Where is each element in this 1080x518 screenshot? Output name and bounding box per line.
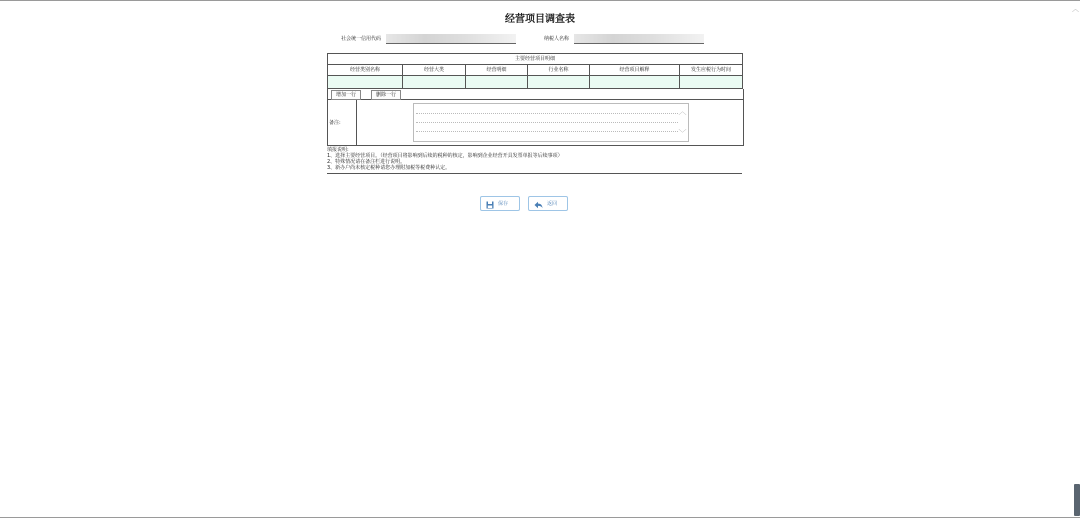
remark-section (327, 100, 744, 146)
item-explanation-cell[interactable] (590, 76, 680, 89)
instruction-line: 2、特殊情况请在备注栏进行说明。 (327, 159, 406, 165)
textarea-scrollbar[interactable] (678, 104, 687, 141)
instruction-line: 3、新办户尚未核定税种请您办理附加税等税费种认定。 (327, 165, 451, 171)
back-button[interactable] (528, 196, 568, 211)
textarea-rule (416, 131, 678, 132)
credit-code-row (341, 33, 516, 45)
column-header: 经营项目解释 (590, 65, 680, 76)
taxable-time-cell[interactable] (680, 76, 743, 89)
column-header: 行业名称 (528, 65, 590, 76)
chevron-down-icon[interactable]: ﹀ (678, 129, 687, 138)
business-detail-cell[interactable] (466, 76, 528, 89)
instruction-line: 1、选择主要经营项目。（经营项目将影响到后续的税种的核定，影响到企业经营开具发票单报等后续事项） (327, 153, 563, 159)
table-row (328, 76, 743, 89)
taxpayer-name-label: 纳税人名称 (544, 36, 570, 42)
business-class-cell[interactable] (403, 76, 466, 89)
column-header: 经营类别名称 (328, 65, 403, 76)
delete-row-button[interactable]: 删除一行 (371, 90, 401, 100)
back-label: 返回 (547, 201, 558, 207)
page-title: 经营项目调查表 (505, 14, 575, 25)
chevron-up-icon[interactable]: ︿ (678, 107, 687, 116)
scrollbar-thumb[interactable] (1074, 484, 1080, 516)
credit-code-label: 社会统一信用代码 (341, 36, 382, 42)
save-label: 保存 (498, 201, 509, 207)
taxpayer-name-field[interactable] (574, 34, 704, 44)
remark-textarea[interactable] (413, 103, 689, 142)
add-row-button[interactable]: 增加一行 (331, 90, 361, 100)
textarea-rule (416, 113, 678, 114)
remark-label: 备注: (329, 120, 341, 126)
save-button[interactable] (480, 196, 520, 211)
instruction-line: 填报说明: (327, 147, 349, 153)
textarea-rule (416, 122, 678, 123)
table-header-row (328, 65, 743, 76)
credit-code-field[interactable] (386, 34, 516, 44)
table-caption: 主要经营项目明细 (328, 54, 743, 65)
taxpayer-name-row (544, 33, 704, 45)
page-scrollbar[interactable] (1072, 2, 1080, 516)
column-header: 经营明细 (466, 65, 528, 76)
instructions (327, 145, 742, 174)
row-actions-bar (327, 89, 744, 100)
industry-name-cell[interactable] (528, 76, 590, 89)
remark-divider (356, 100, 357, 145)
back-arrow-icon (534, 201, 543, 209)
column-header: 经营大类 (403, 65, 466, 76)
column-header: 发生应税行为时间 (680, 65, 743, 76)
save-icon (486, 201, 494, 209)
business-category-cell[interactable] (328, 76, 403, 89)
business-items-table (327, 53, 743, 89)
chevron-up-icon[interactable]: ︿ (1072, 5, 1079, 13)
